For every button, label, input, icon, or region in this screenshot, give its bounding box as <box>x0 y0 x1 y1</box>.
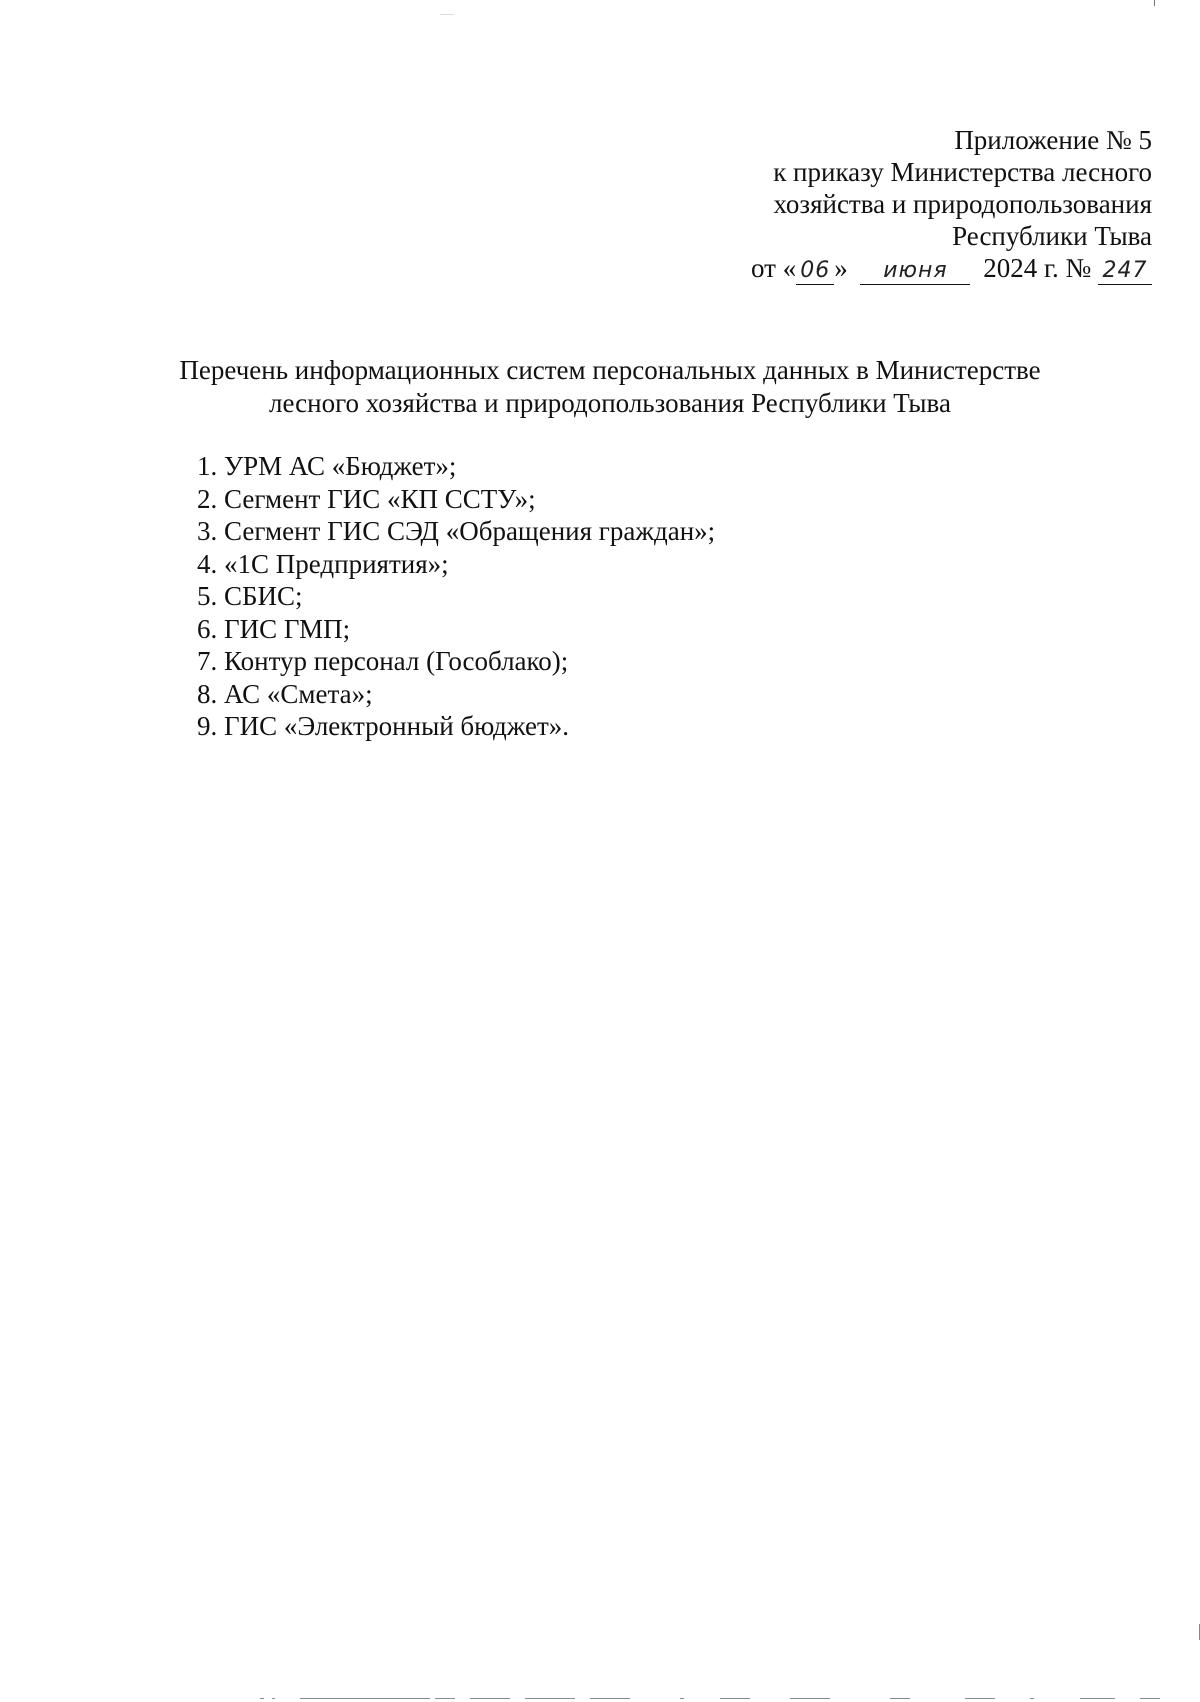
list-item: 4. «1С Предприятия»; <box>197 548 449 579</box>
list-item: 8. АС «Смета»; <box>197 678 373 709</box>
list-item: 6. ГИС ГМП; <box>197 613 351 644</box>
list-item: 3. Сегмент ГИС СЭД «Обращения граждан»; <box>197 516 716 546</box>
order-date-line <box>632 252 1152 285</box>
date-mid: » <box>834 253 848 283</box>
handwritten-day: 06 <box>796 258 834 285</box>
date-prefix: от « <box>751 253 797 283</box>
information-systems-list <box>197 450 715 743</box>
scan-artifact-top-center <box>440 14 454 15</box>
appendix-number: Приложение № 5 <box>954 125 1152 155</box>
appendix-republic: Республики Тыва <box>952 221 1152 251</box>
appendix-header <box>632 124 1152 285</box>
list-item: 5. СБИС; <box>197 581 303 611</box>
document-title <box>150 354 1070 420</box>
order-year: 2024 г. № <box>983 253 1092 283</box>
appendix-order-ref: к приказу Министерства лесного <box>773 157 1152 187</box>
list-item: 7. Контур персонал (Гособлако); <box>197 646 569 676</box>
list-item: 1. УРМ АС «Бюджет»; <box>197 451 457 481</box>
handwritten-order-number: 247 <box>1098 258 1152 285</box>
appendix-ministry: хозяйства и природопользования <box>773 189 1152 219</box>
list-item: 9. ГИС «Электронный бюджет». <box>197 711 570 741</box>
title-line-2: лесного хозяйства и природопользования Республики Тыва <box>269 388 951 418</box>
scan-artifact-bottom <box>260 1698 1160 1700</box>
handwritten-month: июня <box>860 258 970 285</box>
scan-artifact-top <box>1154 0 1155 6</box>
title-line-1: Перечень информационных систем персональных данных в Министерстве <box>179 355 1041 385</box>
list-item: 2. Сегмент ГИС «КП ССТУ»; <box>197 483 536 514</box>
